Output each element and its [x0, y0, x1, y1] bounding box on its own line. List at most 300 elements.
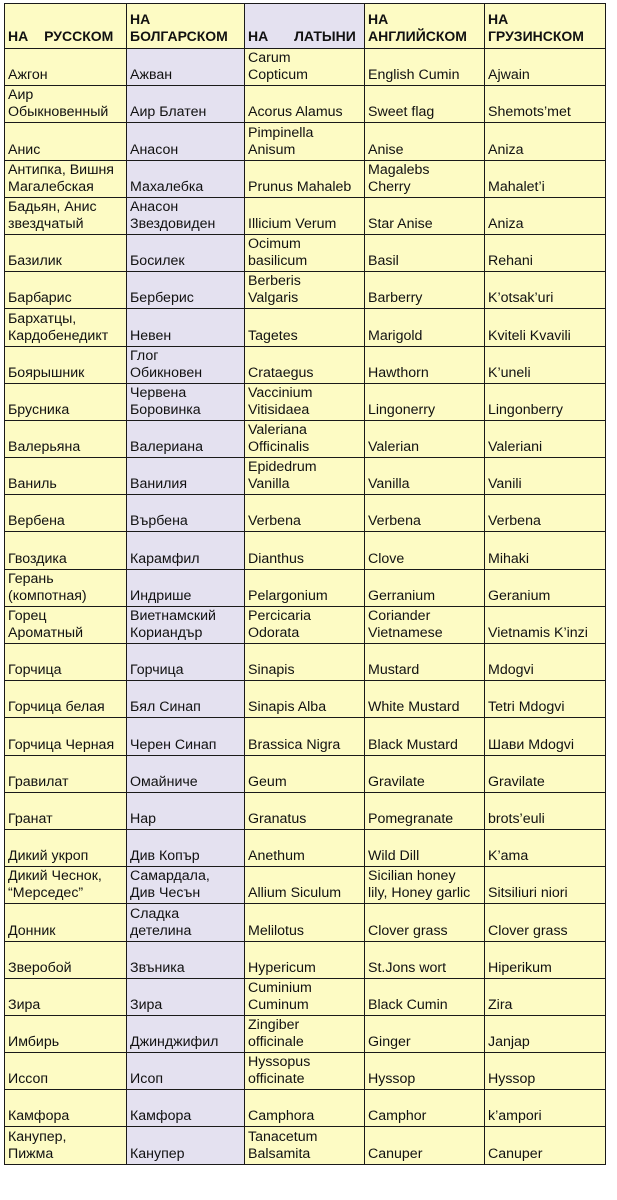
cell-text: Hyssop	[368, 1071, 416, 1088]
cell-latin	[245, 123, 365, 160]
cell-text: Анасон Звездовиден	[130, 198, 216, 232]
table-row	[5, 606, 606, 643]
cell-georgian	[485, 532, 606, 569]
cell-english	[365, 681, 485, 718]
cell-text: Acorus Alamus	[248, 104, 343, 121]
cell-bulgarian	[127, 681, 245, 718]
table-row	[5, 755, 606, 792]
cell-bulgarian	[127, 1127, 245, 1164]
table-row	[5, 49, 606, 86]
cell-text: Aniza	[488, 141, 524, 158]
cell-text: Zingiber officinale	[248, 1017, 304, 1051]
cell-georgian	[485, 792, 606, 829]
cell-russian	[5, 532, 127, 569]
cell-latin	[245, 829, 365, 866]
cell-text: Mustard	[368, 662, 420, 679]
cell-text: Гвоздика	[8, 550, 67, 567]
cell-georgian	[485, 755, 606, 792]
cell-english	[365, 867, 485, 904]
cell-text: K’ama	[488, 848, 529, 865]
cell-latin	[245, 49, 365, 86]
cell-georgian	[485, 346, 606, 383]
cell-latin	[245, 867, 365, 904]
cell-text: Берберис	[130, 290, 194, 307]
cell-text: Magalebs Cherry	[368, 161, 430, 195]
cell-text: Valerian	[368, 439, 419, 456]
cell-russian	[5, 941, 127, 978]
cell-text: Mahalet’i	[488, 178, 545, 195]
table-row	[5, 867, 606, 904]
cell-text: Имбирь	[8, 1034, 60, 1051]
cell-bulgarian	[127, 309, 245, 346]
cell-text: Wild Dill	[368, 848, 420, 865]
cell-english	[365, 458, 485, 495]
cell-text: Coriander Vietnamese	[368, 608, 443, 641]
cell-bulgarian	[127, 792, 245, 829]
cell-bulgarian	[127, 644, 245, 681]
cell-text: Шави Mdogvi	[488, 736, 575, 753]
cell-latin	[245, 383, 365, 420]
cell-russian	[5, 792, 127, 829]
table-row	[5, 309, 606, 346]
cell-text: Ginger	[368, 1034, 411, 1051]
cell-bulgarian	[127, 160, 245, 197]
table-row	[5, 86, 606, 123]
cell-georgian	[485, 606, 606, 643]
cell-bulgarian	[127, 49, 245, 86]
cell-bulgarian	[127, 1053, 245, 1090]
cell-text: Anethum	[248, 848, 305, 865]
cell-russian	[5, 495, 127, 532]
table-row	[5, 1015, 606, 1052]
cell-text: Валерьяна	[8, 439, 81, 456]
table-row	[5, 532, 606, 569]
cell-text: K’uneli	[488, 364, 531, 381]
cell-georgian	[485, 978, 606, 1015]
cell-text: Вербена	[8, 513, 65, 530]
cell-georgian	[485, 309, 606, 346]
table-row	[5, 197, 606, 234]
cell-georgian	[485, 867, 606, 904]
cell-text: Бял Синап	[130, 699, 201, 716]
table-row	[5, 160, 606, 197]
cell-georgian	[485, 681, 606, 718]
cell-georgian	[485, 420, 606, 457]
cell-text: Ажван	[130, 67, 173, 84]
cell-text: Камфора	[130, 1108, 192, 1125]
cell-english	[365, 234, 485, 271]
table-row	[5, 1053, 606, 1090]
cell-english	[365, 123, 485, 160]
header-english: НА АНГЛИЙСКОМ	[365, 4, 485, 49]
cell-text: Анасон	[130, 141, 179, 158]
cell-text: Черен Синап	[130, 736, 217, 753]
cell-text: Lingonerry	[368, 401, 436, 418]
cell-latin	[245, 1127, 365, 1164]
cell-text: English Cumin	[368, 67, 460, 84]
cell-english	[365, 644, 485, 681]
cell-russian	[5, 346, 127, 383]
cell-text: Канупер, Пижма	[8, 1128, 67, 1162]
cell-text: Pimpinella Anisum	[248, 124, 314, 158]
table-row	[5, 978, 606, 1015]
table-row	[5, 941, 606, 978]
cell-bulgarian	[127, 234, 245, 271]
header-russian: НА РУССКОМ	[5, 4, 127, 49]
cell-text: Глог Обикновен	[130, 347, 203, 381]
cell-text: Lingonberry	[488, 401, 563, 418]
cell-text: Clove	[368, 550, 405, 567]
cell-russian	[5, 420, 127, 457]
cell-georgian	[485, 458, 606, 495]
cell-text: Ажгон	[8, 67, 48, 84]
cell-english	[365, 829, 485, 866]
cell-english	[365, 606, 485, 643]
cell-text: Бархатцы, Кардобенедикт	[8, 310, 109, 344]
cell-text: Нар	[130, 810, 157, 827]
cell-latin	[245, 458, 365, 495]
spice-names-table	[4, 3, 606, 1165]
cell-english	[365, 197, 485, 234]
cell-text: Melilotus	[248, 922, 304, 939]
cell-text: Иссоп	[8, 1071, 49, 1088]
cell-text: Sinapis	[248, 662, 295, 679]
cell-text: Зира	[130, 996, 163, 1013]
cell-russian	[5, 755, 127, 792]
cell-bulgarian	[127, 755, 245, 792]
cell-text: Camphora	[248, 1108, 315, 1125]
cell-latin	[245, 606, 365, 643]
cell-latin	[245, 234, 365, 271]
cell-text: Verbena	[248, 513, 301, 530]
cell-text: Канупер	[130, 1145, 185, 1162]
cell-english	[365, 420, 485, 457]
cell-text: Tagetes	[248, 327, 298, 344]
cell-russian	[5, 644, 127, 681]
cell-text: White Mustard	[368, 699, 460, 716]
cell-latin	[245, 495, 365, 532]
cell-text: Червена Боровинка	[130, 384, 201, 418]
table-row	[5, 718, 606, 755]
cell-text: Rehani	[488, 253, 533, 270]
cell-russian	[5, 309, 127, 346]
cell-text: Барбарис	[8, 290, 72, 307]
cell-text: Hyssopus officinate	[248, 1054, 311, 1088]
cell-bulgarian	[127, 458, 245, 495]
cell-text: Gerranium	[368, 587, 436, 604]
cell-georgian	[485, 941, 606, 978]
header-latin: НА ЛАТЫНИ	[245, 4, 365, 49]
cell-text: Самардала, Див Чесън	[130, 868, 210, 902]
cell-georgian	[485, 1127, 606, 1164]
cell-latin	[245, 569, 365, 606]
cell-text: Star Anise	[368, 215, 433, 232]
cell-text: Marigold	[368, 327, 423, 344]
cell-text: Джинджифил	[130, 1034, 219, 1051]
cell-text: Gravilate	[488, 773, 545, 790]
table-row	[5, 272, 606, 309]
table-row	[5, 346, 606, 383]
cell-russian	[5, 86, 127, 123]
cell-latin	[245, 1015, 365, 1052]
cell-text: Anise	[368, 141, 404, 158]
cell-bulgarian	[127, 829, 245, 866]
cell-english	[365, 904, 485, 941]
cell-text: Sicilian honey lily, Honey garlic	[368, 868, 471, 902]
cell-text: Crataegus	[248, 364, 314, 381]
table-body	[5, 49, 606, 1165]
cell-russian	[5, 197, 127, 234]
cell-russian	[5, 1090, 127, 1127]
cell-text: Антипка, Вишня Магалебская	[8, 161, 114, 195]
cell-text: Бадьян, Анис звездчатый	[8, 198, 97, 232]
cell-georgian	[485, 495, 606, 532]
header-bulgarian: НА БОЛГАРСКОМ	[127, 4, 245, 49]
cell-latin	[245, 532, 365, 569]
cell-text: Базилик	[8, 253, 62, 270]
cell-text: Pelargonium	[248, 587, 328, 604]
cell-latin	[245, 941, 365, 978]
cell-text: Janjap	[488, 1034, 530, 1051]
cell-text: Сладка детелина	[130, 905, 192, 939]
cell-text: Shemots’met	[488, 104, 571, 121]
cell-english	[365, 495, 485, 532]
cell-russian	[5, 1053, 127, 1090]
cell-georgian	[485, 86, 606, 123]
cell-russian	[5, 272, 127, 309]
cell-text: Виетнамский Кориандър	[130, 608, 216, 641]
cell-text: Невен	[130, 327, 172, 344]
cell-text: Омайниче	[130, 773, 198, 790]
cell-russian	[5, 867, 127, 904]
cell-latin	[245, 346, 365, 383]
table-row	[5, 569, 606, 606]
cell-english	[365, 160, 485, 197]
cell-text: Brassica Nigra	[248, 736, 341, 753]
cell-latin	[245, 978, 365, 1015]
cell-latin	[245, 792, 365, 829]
cell-russian	[5, 234, 127, 271]
cell-english	[365, 978, 485, 1015]
cell-bulgarian	[127, 495, 245, 532]
cell-english	[365, 941, 485, 978]
cell-english	[365, 383, 485, 420]
cell-georgian	[485, 160, 606, 197]
cell-latin	[245, 160, 365, 197]
cell-text: Vanili	[488, 476, 522, 493]
cell-russian	[5, 123, 127, 160]
cell-english	[365, 272, 485, 309]
cell-english	[365, 49, 485, 86]
cell-bulgarian	[127, 197, 245, 234]
cell-text: Индрише	[130, 587, 192, 604]
cell-text: Зверобой	[8, 959, 72, 976]
cell-text: Валериана	[130, 439, 203, 456]
cell-georgian	[485, 383, 606, 420]
cell-russian	[5, 49, 127, 86]
cell-text: Illicium Verum	[248, 215, 337, 232]
table-row	[5, 1090, 606, 1127]
cell-russian	[5, 1015, 127, 1052]
cell-text: Sweet flag	[368, 104, 435, 121]
cell-text: Vanilla	[368, 476, 410, 493]
header-row	[5, 4, 606, 49]
cell-bulgarian	[127, 123, 245, 160]
cell-bulgarian	[127, 86, 245, 123]
cell-text: Pomegranate	[368, 810, 454, 827]
cell-russian	[5, 829, 127, 866]
cell-text: Geranium	[488, 587, 551, 604]
cell-text: Clover grass	[488, 922, 568, 939]
cell-text: Tetri Mdogvi	[488, 699, 565, 716]
cell-text: Герань (компотная)	[8, 570, 87, 604]
cell-russian	[5, 904, 127, 941]
cell-russian	[5, 383, 127, 420]
cell-text: Cuminium Cuminum	[248, 979, 312, 1013]
cell-text: Брусника	[8, 401, 70, 418]
cell-georgian	[485, 829, 606, 866]
cell-text: Zira	[488, 996, 513, 1013]
cell-text: Hawthorn	[368, 364, 429, 381]
cell-english	[365, 309, 485, 346]
cell-latin	[245, 272, 365, 309]
table-row	[5, 904, 606, 941]
cell-english	[365, 1090, 485, 1127]
cell-bulgarian	[127, 978, 245, 1015]
cell-russian	[5, 718, 127, 755]
cell-text: Tanacetum Balsamita	[248, 1128, 318, 1162]
cell-text: Allium Siculum	[248, 885, 342, 902]
cell-text: Percicaria Odorata	[248, 608, 312, 641]
table-row	[5, 420, 606, 457]
cell-text: Hiperikum	[488, 959, 552, 976]
cell-georgian	[485, 123, 606, 160]
cell-text: Kviteli Kvavili	[488, 327, 571, 344]
cell-text: Carum Copticum	[248, 50, 308, 84]
cell-text: Върбена	[130, 513, 188, 530]
cell-text: Ваниль	[8, 476, 57, 493]
table-row	[5, 829, 606, 866]
cell-russian	[5, 1127, 127, 1164]
cell-georgian	[485, 1015, 606, 1052]
cell-latin	[245, 197, 365, 234]
cell-bulgarian	[127, 1090, 245, 1127]
cell-text: Hyssop	[488, 1071, 536, 1088]
cell-text: Dianthus	[248, 550, 304, 567]
cell-bulgarian	[127, 383, 245, 420]
cell-text: Canuper	[488, 1145, 543, 1162]
cell-text: Berberis Valgaris	[248, 273, 301, 307]
cell-georgian	[485, 234, 606, 271]
cell-text: Звъника	[130, 959, 185, 976]
cell-text: brots’euli	[488, 810, 545, 827]
cell-latin	[245, 755, 365, 792]
cell-text: Vaccinium Vitisidaea	[248, 384, 313, 418]
cell-russian	[5, 606, 127, 643]
cell-english	[365, 755, 485, 792]
cell-english	[365, 792, 485, 829]
table-row	[5, 681, 606, 718]
cell-text: Зира	[8, 996, 41, 1013]
cell-text: Granatus	[248, 810, 307, 827]
cell-text: Гравилат	[8, 773, 69, 790]
cell-text: Горчица белая	[8, 699, 105, 716]
cell-latin	[245, 86, 365, 123]
cell-text: Mihaki	[488, 550, 529, 567]
cell-russian	[5, 569, 127, 606]
cell-georgian	[485, 1053, 606, 1090]
cell-georgian	[485, 569, 606, 606]
cell-text: Аир Обыкновенный	[8, 87, 109, 121]
cell-text: Black Mustard	[368, 736, 458, 753]
cell-latin	[245, 904, 365, 941]
cell-text: Mdogvi	[488, 662, 534, 679]
cell-text: Аир Блатен	[130, 104, 207, 121]
cell-text: Горец Ароматный	[8, 608, 84, 641]
cell-russian	[5, 160, 127, 197]
cell-latin	[245, 718, 365, 755]
cell-georgian	[485, 718, 606, 755]
cell-text: Анис	[8, 141, 41, 158]
cell-bulgarian	[127, 532, 245, 569]
cell-english	[365, 1127, 485, 1164]
cell-text: Clover grass	[368, 922, 448, 939]
cell-english	[365, 718, 485, 755]
cell-bulgarian	[127, 420, 245, 457]
cell-russian	[5, 681, 127, 718]
cell-text: Barberry	[368, 290, 423, 307]
cell-text: Горчица Черная	[8, 736, 115, 753]
cell-text: Исоп	[130, 1071, 164, 1088]
cell-english	[365, 86, 485, 123]
cell-text: Vietnamis K’inzi	[488, 625, 588, 641]
cell-text: Aniza	[488, 215, 524, 232]
table-row	[5, 1127, 606, 1164]
cell-text: K’otsak’uri	[488, 290, 554, 307]
cell-georgian	[485, 904, 606, 941]
cell-bulgarian	[127, 867, 245, 904]
cell-text: Боярышник	[8, 364, 85, 381]
cell-text: Дикий укроп	[8, 848, 89, 865]
cell-text: Epidedrum Vanilla	[248, 459, 317, 493]
cell-latin	[245, 309, 365, 346]
cell-text: Basil	[368, 253, 399, 270]
cell-text: Sinapis Alba	[248, 699, 327, 716]
cell-latin	[245, 644, 365, 681]
cell-text: Black Cumin	[368, 996, 448, 1013]
cell-text: Карамфил	[130, 550, 200, 567]
cell-russian	[5, 458, 127, 495]
cell-latin	[245, 1053, 365, 1090]
cell-bulgarian	[127, 1015, 245, 1052]
cell-georgian	[485, 644, 606, 681]
cell-text: Geum	[248, 773, 287, 790]
table-row	[5, 644, 606, 681]
cell-latin	[245, 681, 365, 718]
cell-text: Valeriani	[488, 439, 543, 456]
cell-georgian	[485, 49, 606, 86]
cell-bulgarian	[127, 904, 245, 941]
table-row	[5, 234, 606, 271]
cell-text: Горчица	[8, 662, 62, 679]
cell-text: Босилек	[130, 253, 185, 270]
cell-english	[365, 1053, 485, 1090]
cell-georgian	[485, 197, 606, 234]
cell-bulgarian	[127, 346, 245, 383]
cell-bulgarian	[127, 569, 245, 606]
cell-english	[365, 532, 485, 569]
cell-georgian	[485, 1090, 606, 1127]
